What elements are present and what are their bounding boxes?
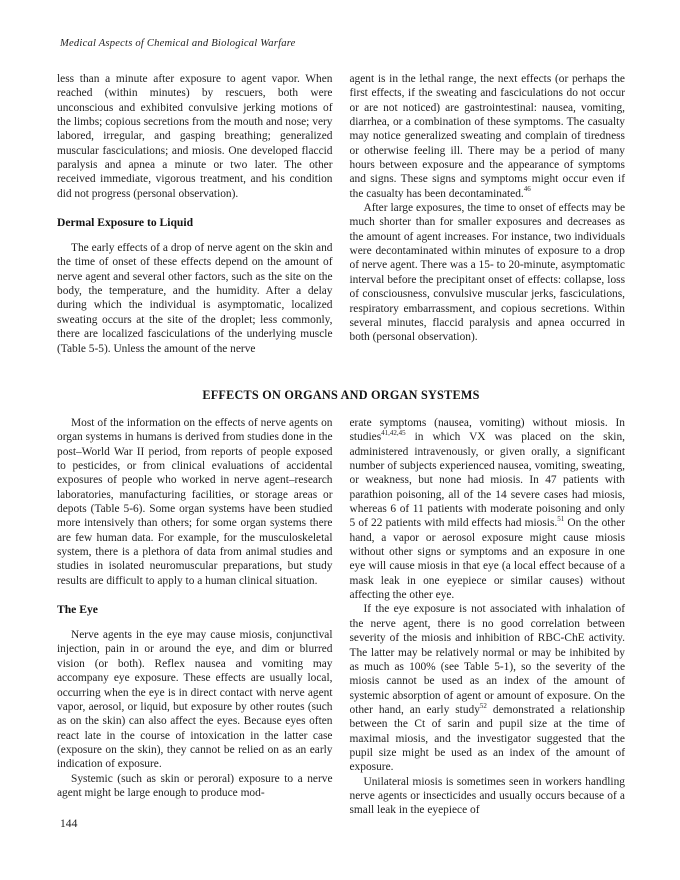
bottom-columns [57, 416, 625, 818]
reference-superscript: 41,42,45 [381, 429, 406, 438]
paragraph: Nerve agents in the eye may cause miosis, conjunctival injection, pain in or around the eye, and dim or blurred vision (or both). Reflex nausea and vomiting may accompany eye exposure. These effects are usually local, occurring when the eye is in direct contact with nerve agent vapor, aerosol, or liquid, but exposure by other routes (such as on the skin) can also affect the eyes. Because eyes often react late in the course of intoxication in the latter case (exposure on the skin), they cannot be relied on as an early indication of exposure. [57, 629, 333, 771]
paragraph: erate symptoms (nausea, vomiting) without miosis. In studies$^{41,42,45}$ in which VX was placed on the skin, administered intravenously, or given orally, a significant number of subjects experienced nausea, vomiting, sweating, or weakness, but none had miosis. In 47 patients with parathion poisoning, all of the 14 severe cases had miosis, whereas 6 of 11 patients with moderate poisoning and only 5 of 22 patients with mild effects had miosis.$^{51}$ On the other hand, a vapor or aerosol exposure might cause miosis without other signs or symptoms and an exposure in one eye will cause miosis in that eye (a local effect because of a mask leak in one eyepiece or similar causes) without affecting the other eye. [349, 417, 625, 602]
page-number: 144 [60, 817, 78, 830]
subsection-heading: The Eye [57, 603, 98, 617]
paragraph: less than a minute after exposure to agent vapor. When reached (within minutes) by rescuers, both were unconscious and exhibited convulsive jerking motions of the limbs; copious secretions from the mouth and nose; very labored, irregular, and gasping breathing; generalized muscular fasciculations; and miosis. One developed flaccid paralysis and apnea a minute or two later. The other received immediate, vigorous treatment, and his condition did not progress (personal observation). [57, 73, 333, 200]
running-head: Medical Aspects of Chemical and Biological Warfare [60, 38, 296, 49]
paragraph: If the eye exposure is not associated with inhalation of the nerve agent, there is no good correlation between severity of the miosis and inhibition of RBC-ChE activity. The latter may be relatively normal or may be inhibited by as much as 100% (see Table 5-1), so the severity of the miosis cannot be used as an index of the amount of systemic absorption of agent or amount of exposure. On the other hand, an early study$^{52}$ demonstrated a relationship between the Ct of sarin and pupil size at the time of maximal miosis, and the investigator suggested that the pupil size might be used as an index of the amount of exposure. [349, 603, 625, 774]
top-left-column [57, 72, 333, 356]
top-columns [57, 72, 625, 356]
bottom-left-column [57, 416, 333, 818]
top-right-column [350, 72, 626, 356]
paragraph: Systemic (such as skin or peroral) exposure to a nerve agent might be large enough to produce mod- [57, 772, 333, 799]
bottom-right-column [350, 416, 626, 818]
reference-superscript: 52 [479, 701, 487, 710]
paragraph: After large exposures, the time to onset of effects may be much shorter than for smaller exposures and decreases as the amount of agent increases. For instance, two individuals were decontaminated within minutes of exposure to a drop of nerve agent. There was a 15- to 20-minute, asymptomatic interval before the precipitant onset of effects: collapse, loss of consciousness, convulsive muscular jerks, fasciculations, respiratory embarrassment, and copious secretions. Within several minutes, flaccid paralysis and apnea occurred in both (personal observation). [349, 202, 625, 344]
paragraph: Unilateral miosis is sometimes seen in workers handling nerve agents or insecticides and usually occurs because of a small leak in the eyepiece of [349, 775, 625, 817]
reference-superscript: 46 [523, 185, 531, 194]
paragraph: agent is in the lethal range, the next effects (or perhaps the first effects, if the sweating and fasciculations do not occur or are not noticed) are gastrointestinal: nausea, vomiting, diarrhea, or a combination of these symptoms. The casualty may notice generalized sweating and complain of tiredness or otherwise feeling ill. There may be a period of many hours between exposure and the appearance of symptoms and signs. These signs and symptoms might occur even if the casualty has been decontaminated.$^{46}$ [349, 73, 625, 200]
paragraph: The early effects of a drop of nerve agent on the skin and the time of onset of these effects depend on the amount of nerve agent and several other factors, such as the site on the body, the temperature, and the humidity. After a delay during which the individual is asymptomatic, localized sweating occurs at the site of the droplet; less commonly, there are localized fasciculations of the underlying muscle (Table 5-5). Unless the amount of the nerve [57, 242, 333, 355]
paragraph: Most of the information on the effects of nerve agents on organ systems in humans is derived from studies done in the post–World War II period, from reports of people exposed to pesticides, or from clinical evaluations of accidental exposures of people who worked in nerve agent–research laboratories, manufacturing facilities, or storage areas or depots (Table 5-6). Some organ systems have been studied more intensively than others; for some organ systems there are few human data. For example, for the musculoskeletal system, there is a plethora of data from animal studies and studies in isolated neuromuscular preparations, but study results are difficult to apply to a human clinical situation. [57, 417, 333, 587]
section-heading: EFFECTS ON ORGANS AND ORGAN SYSTEMS [202, 388, 480, 402]
subsection-heading: Dermal Exposure to Liquid [57, 216, 194, 230]
reference-superscript: 51 [557, 515, 565, 524]
